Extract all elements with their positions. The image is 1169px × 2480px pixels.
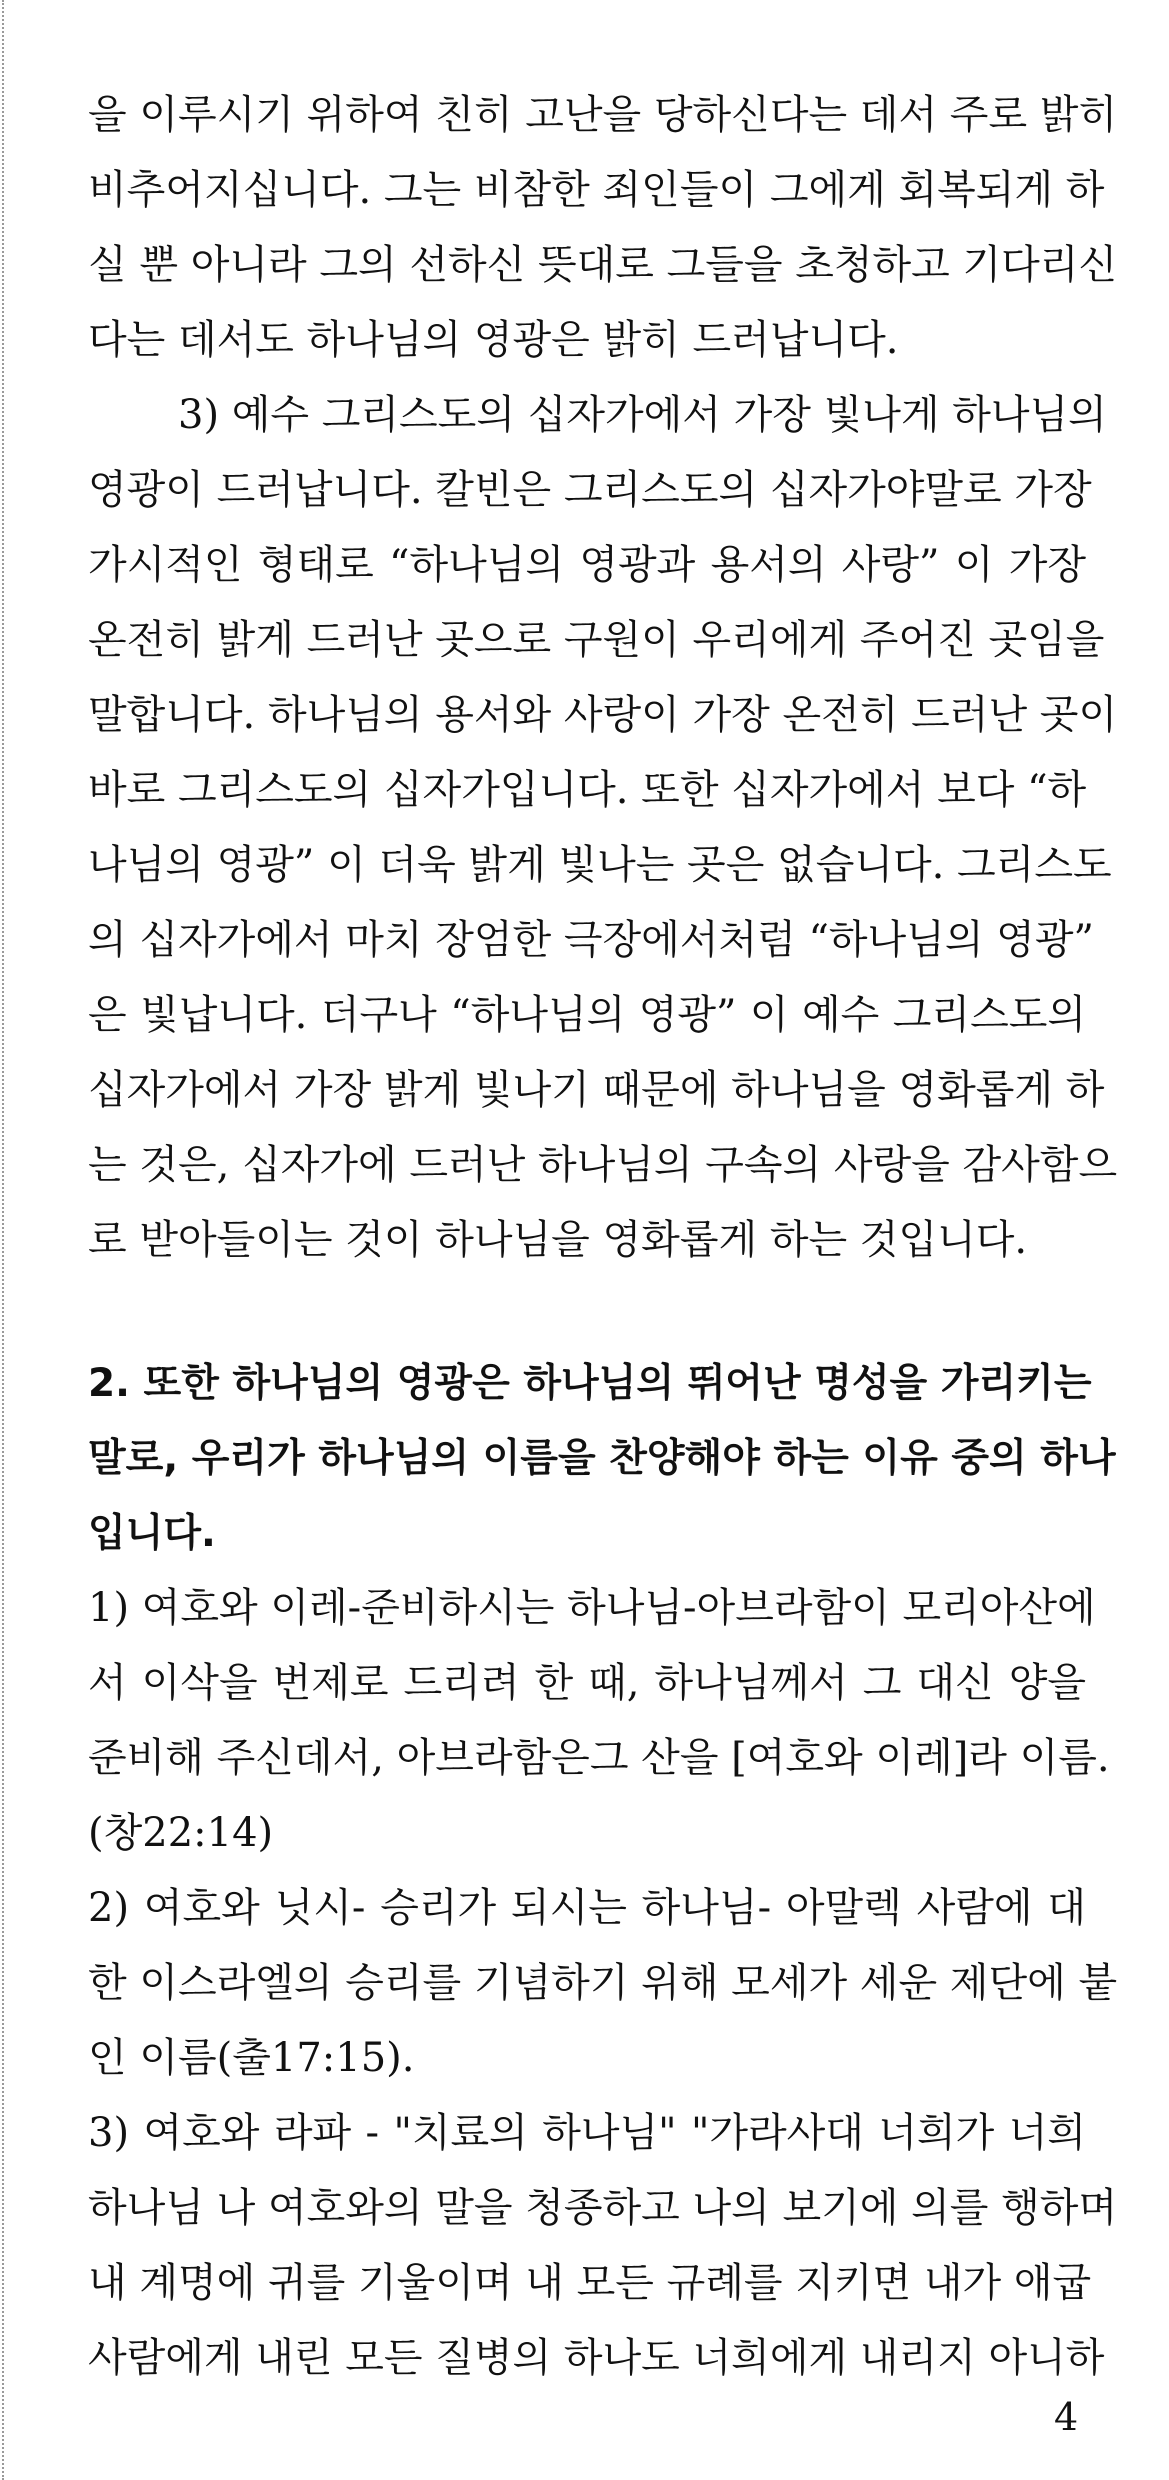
text-line: 가시적인 형태로 “하나님의 영광과 용서의 사랑” 이 가장 (88, 542, 1086, 588)
text-line: 로 받아들이는 것이 하나님을 영화롭게 하는 것입니다. (88, 1217, 1028, 1263)
list-item-jehovah-nissi (88, 1871, 1118, 2096)
text-line: 준비해 주신데서, 아브라함은그 산을 [여호와 이레]라 이름. (88, 1735, 1110, 1781)
paragraph-god-glory-suffering (88, 78, 1118, 378)
document-body (88, 78, 1118, 2396)
text-line: 다는 데서도 하나님의 영광은 밝히 드러납니다. (88, 317, 899, 363)
text-line: 말합니다. 하나님의 용서와 사랑이 가장 온전히 드러난 곳이 (88, 692, 1118, 738)
list-item-jehovah-jireh (88, 1571, 1110, 1871)
text-line: 1) 여호와 이레-준비하시는 하나님-아브라함이 모리아산에 (88, 1585, 1096, 1631)
text-line: 십자가에서 가장 밝게 빛나기 때문에 하나님을 영화롭게 하 (88, 1067, 1105, 1113)
text-line: 바로 그리스도의 십자가입니다. 또한 십자가에서 보다 “하 (88, 767, 1087, 813)
section-spacer (88, 1278, 1086, 1346)
text-line: 는 것은, 십자가에 드러난 하나님의 구속의 사랑을 감사함으 (88, 1142, 1118, 1188)
text-line: 2) 여호와 닛시- 승리가 되시는 하나님- 아말렉 사람에 대 (88, 1885, 1086, 1931)
text-line: 영광이 드러납니다. 칼빈은 그리스도의 십자가야말로 가장 (88, 467, 1092, 513)
text-line: 내 계명에 귀를 기울이며 내 모든 규례를 지키면 내가 애굽 (88, 2260, 1092, 2306)
heading-line: 말로, 우리가 하나님의 이름을 찬양해야 하는 이유 중의 하나 (88, 1436, 1116, 1481)
text-line: 3) 여호와 라파 - "치료의 하나님" "가라사대 너희가 너희 (88, 2110, 1086, 2156)
text-line: 서 이삭을 번제로 드리려 한 때, 하나님께서 그 대신 양을 (88, 1660, 1086, 1706)
text-line: 한 이스라엘의 승리를 기념하기 위해 모세가 세운 제단에 붙 (88, 1960, 1118, 2006)
text-line: 하나님 나 여호와의 말을 청종하고 나의 보기에 의를 행하며 (88, 2185, 1118, 2231)
left-dotted-margin-line (2, 0, 4, 2480)
paragraph-cross-glory (88, 378, 1118, 1278)
section-heading (88, 1346, 1116, 1571)
heading-line: 입니다. (88, 1511, 216, 1556)
text-line: 비추어지십니다. 그는 비참한 죄인들이 그에게 회복되게 하 (88, 167, 1105, 213)
text-line: 온전히 밝게 드러난 곳으로 구원이 우리에게 주어진 곳임을 (88, 617, 1105, 663)
text-line: 3) 예수 그리스도의 십자가에서 가장 빛나게 하나님의 (178, 392, 1107, 438)
text-line: (창22:14) (88, 1810, 274, 1856)
text-line: 은 빛납니다. 더구나 “하나님의 영광” 이 예수 그리스도의 (88, 992, 1086, 1038)
text-line: 의 십자가에서 마치 장엄한 극장에서처럼 “하나님의 영광” (88, 917, 1094, 963)
list-item-jehovah-rapha (88, 2096, 1118, 2396)
page-number: 4 (1054, 2395, 1079, 2439)
text-line: 나님의 영광” 이 더욱 밝게 빛나는 곳은 없습니다. 그리스도 (88, 842, 1112, 888)
heading-line: 2. 또한 하나님의 영광은 하나님의 뛰어난 명성을 가리키는 (88, 1361, 1092, 1406)
text-line: 을 이루시기 위하여 친히 고난을 당하신다는 데서 주로 밝히 (88, 92, 1118, 138)
text-line: 인 이름(출17:15). (88, 2035, 415, 2081)
text-line: 실 뿐 아니라 그의 선하신 뜻대로 그들을 초청하고 기다리신 (88, 242, 1118, 288)
text-line: 사람에게 내린 모든 질병의 하나도 너희에게 내리지 아니하 (88, 2335, 1105, 2381)
